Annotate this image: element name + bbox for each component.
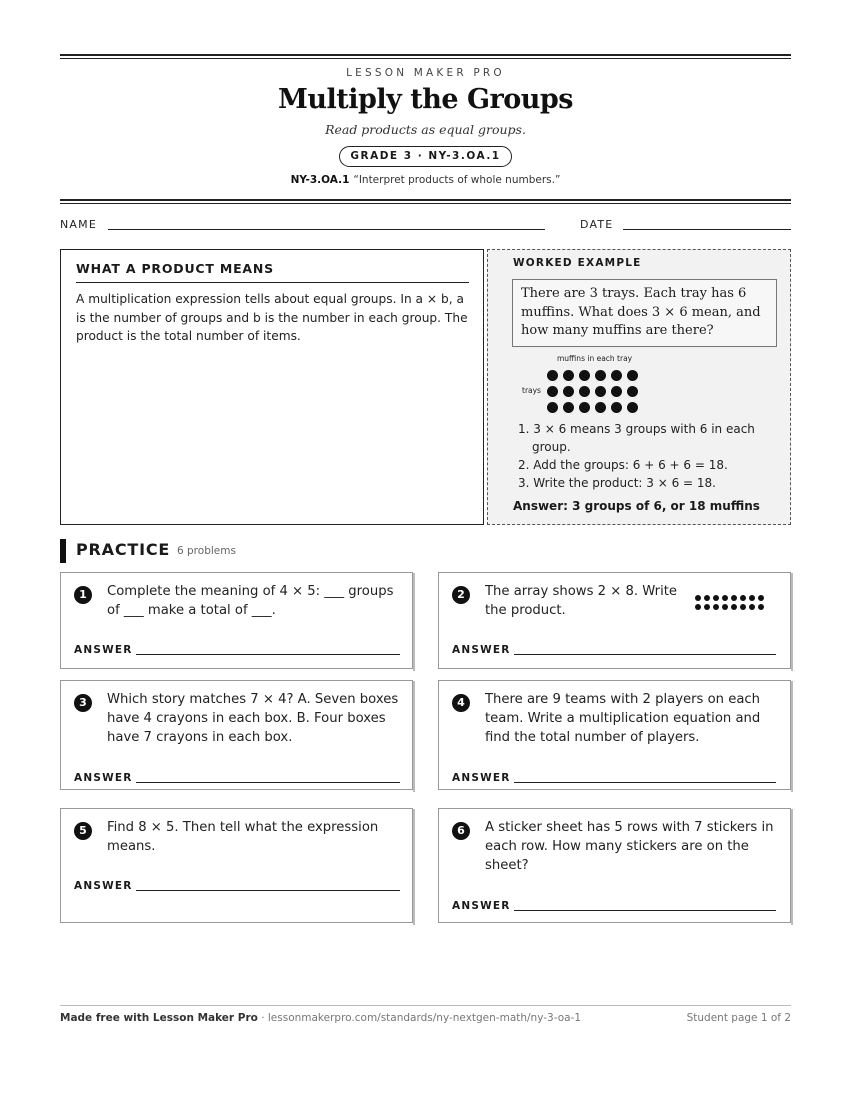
worked-example-question: There are 3 trays. Each tray has 6 muffins. What does 3 × 6 mean, and how many muffins are there? [512,279,777,347]
problem-number: 5 [74,822,92,840]
answer-label: ANSWER [74,772,133,784]
problem-number: 3 [74,694,92,712]
array-dot [595,370,606,381]
worked-example-heading: WORKED EXAMPLE [513,257,642,269]
array-dot [579,386,590,397]
answer-label: ANSWER [452,772,511,784]
problem-card-1 [60,572,413,669]
array-dot [749,604,755,610]
worked-example-answer: Answer: 3 groups of 6, or 18 muffins [513,499,760,513]
step-item: 3. Write the product: 3 × 6 = 18. [518,476,716,490]
answer-field[interactable] [514,782,776,783]
problem-text: The array shows 2 × 8. Write the product. [485,584,678,618]
worked-example-steps [518,420,778,492]
practice-title: PRACTICE [76,540,171,559]
array-dot [722,604,728,610]
name-field[interactable] [108,229,545,230]
array-dot [611,370,622,381]
problem-text: Find 8 × 5. Then tell what the expression means. [107,820,379,854]
concept-heading: WHAT A PRODUCT MEANS [76,261,469,283]
worksheet-page [60,0,791,1100]
array-dot [611,386,622,397]
problem-card-3 [60,680,413,790]
grade-badge: GRADE 3 · NY-3.OA.1 [339,146,512,167]
answer-field[interactable] [514,910,776,911]
problem-card-6 [438,808,791,923]
problem-card-2 [438,572,791,669]
date-field[interactable] [623,229,791,230]
step-item: 1. 3 × 6 means 3 groups with 6 in each group. [518,422,755,454]
problem-card-4 [438,680,791,790]
answer-field[interactable] [136,890,400,891]
array-dot [713,595,719,601]
array-dot [563,370,574,381]
page-title: Multiply the Groups [278,84,573,115]
array-dot [749,595,755,601]
answer-field[interactable] [514,654,776,655]
array-dot [758,595,764,601]
answer-label: ANSWER [452,900,511,912]
brand-name: LESSON MAKER PRO [346,67,505,79]
array-dot [704,604,710,610]
practice-count: 6 problems [177,545,236,557]
array-dot [595,402,606,413]
array-dot [627,402,638,413]
problem-text: There are 9 teams with 2 players on each team. Write a multiplication equation and find the total number of players. [485,692,761,745]
footer-page-number: Student page 1 of 2 [686,1012,791,1024]
answer-field[interactable] [136,782,400,783]
name-label: NAME [60,218,97,231]
standard-line [60,174,791,186]
array-side-label: trays [522,386,541,395]
array-dot [722,595,728,601]
problem-text: Which story matches 7 × 4? A. Seven boxes have 4 crayons in each box. B. Four boxes have 7 crayons in each box. [107,692,399,745]
array-dot [740,604,746,610]
concept-body: A multiplication expression tells about equal groups. In a × b, a is the number of groups and b is the number in each group. The product is the total number of items. [76,292,468,343]
footer-made-with: Made free with Lesson Maker Pro [60,1012,258,1024]
problem-number: 6 [452,822,470,840]
page-subtitle: Read products as equal groups. [325,122,526,137]
array-dot [740,595,746,601]
array-dot [611,402,622,413]
answer-label: ANSWER [452,644,511,656]
array-dot [627,386,638,397]
problem-number: 4 [452,694,470,712]
array-dot [579,370,590,381]
problem-number: 2 [452,586,470,604]
array-dot [547,386,558,397]
array-dot [547,402,558,413]
problem-text: A sticker sheet has 5 rows with 7 stickers in each row. How many stickers are on the sheet? [485,820,774,873]
array-dot [627,370,638,381]
array-top-label: muffins in each tray [557,354,633,363]
array-dot [713,604,719,610]
concept-box [60,249,484,525]
array-dot [731,604,737,610]
footer-credit [60,1012,581,1024]
array-dot [563,386,574,397]
header-bottom-rule [60,199,791,204]
top-rule [60,54,791,59]
array-dot [547,370,558,381]
problem-card-5 [60,808,413,923]
array-dot [695,604,701,610]
step-item: 2. Add the groups: 6 + 6 + 6 = 18. [518,458,728,472]
standard-text: “Interpret products of whole numbers.” [353,174,561,186]
standard-code: NY-3.OA.1 [290,174,350,186]
array-dot [595,386,606,397]
date-label: DATE [580,218,614,231]
array-dot [563,402,574,413]
array-dot [731,595,737,601]
answer-field[interactable] [136,654,400,655]
problem-number: 1 [74,586,92,604]
array-dot [704,595,710,601]
array-dot [579,402,590,413]
practice-accent-bar [60,539,66,563]
answer-label: ANSWER [74,644,133,656]
array-dot [758,604,764,610]
problem-text: Complete the meaning of 4 × 5: ___ groups of ___ make a total of ___. [107,584,394,618]
answer-label: ANSWER [74,880,133,892]
array-dot [695,595,701,601]
footer-url[interactable]: · lessonmakerpro.com/standards/ny-nextgen-math/ny-3-oa-1 [257,1012,582,1024]
footer-rule [60,1005,791,1006]
